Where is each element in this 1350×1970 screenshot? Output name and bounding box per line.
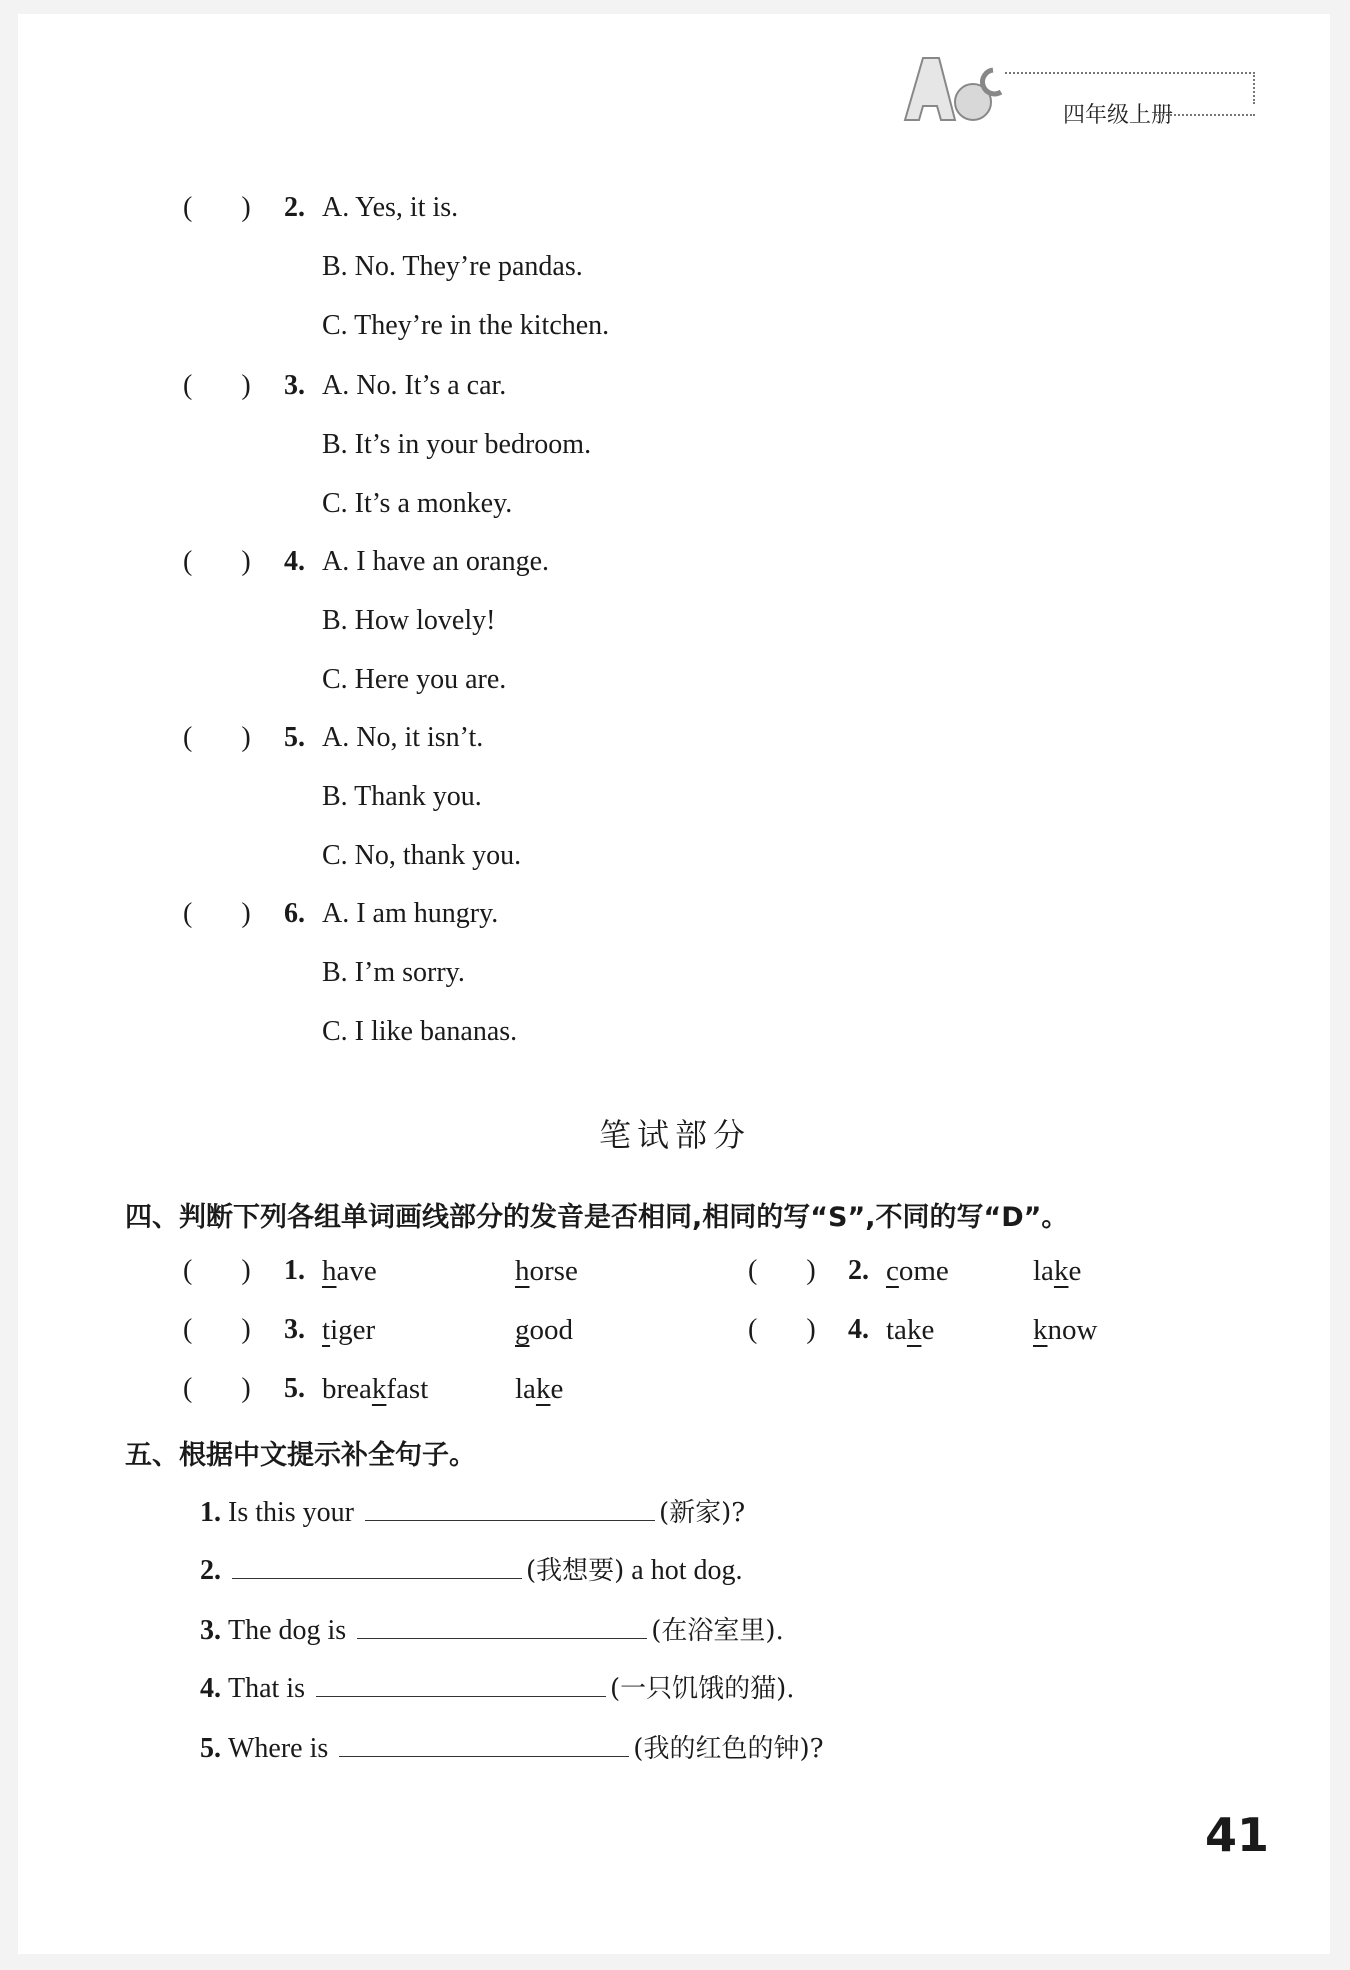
abc-logo-icon [895,50,1015,130]
answer-blank[interactable]: ( ) [748,1314,816,1345]
fill-blank-line[interactable] [365,1492,655,1521]
fill-in-sentence: 2. (我想要) a hot dog. [200,1550,743,1587]
word-pair-word: lake [1033,1255,1082,1287]
answer-option: A. Yes, it is. [322,192,459,223]
answer-blank[interactable]: ( ) [183,192,251,223]
word-pair-word: horse [515,1255,578,1287]
word-pair-word: take [886,1314,935,1346]
question-number: 5. [284,1373,305,1404]
answer-option: C. Here you are. [322,664,507,695]
answer-blank[interactable]: ( ) [183,1255,251,1286]
word-pair-word: good [515,1314,573,1346]
question-number: 4. [284,546,305,577]
written-section-title: 笔试部分 [598,1116,751,1154]
answer-blank[interactable]: ( ) [183,370,251,401]
question-number: 2. [284,192,305,223]
fill-blank-line[interactable] [232,1550,522,1579]
answer-blank[interactable]: ( ) [183,722,251,753]
word-pair-word: know [1033,1314,1098,1346]
page-number: 41 [1205,1808,1270,1862]
header-dotted-line [1155,102,1255,116]
answer-option: C. It’s a monkey. [322,488,513,519]
word-pair-word: tiger [322,1314,376,1346]
question-number: 1. [284,1255,305,1286]
fill-in-sentence: 3. The dog is (在浴室里). [200,1610,784,1647]
word-pair-word: come [886,1255,949,1287]
fill-blank-line[interactable] [339,1728,629,1757]
question-number: 3. [284,370,305,401]
header-dotted-edge [1253,72,1255,104]
page-header [895,50,1265,130]
word-pair-word: have [322,1255,377,1287]
question-number: 3. [284,1314,305,1345]
question-number: 4. [848,1314,869,1345]
fill-blank-line[interactable] [357,1610,647,1639]
answer-blank[interactable]: ( ) [183,1314,251,1345]
fill-in-sentence: 5. Where is (我的红色的钟)? [200,1728,824,1765]
answer-blank[interactable]: ( ) [183,898,251,929]
question-number: 5. [284,722,305,753]
answer-blank[interactable]: ( ) [183,546,251,577]
grade-label: 四年级上册 [1063,103,1174,128]
answer-option: B. How lovely! [322,605,496,636]
answer-blank[interactable]: ( ) [183,1373,251,1404]
header-dotted-rule [1005,72,1255,74]
answer-blank[interactable]: ( ) [748,1255,816,1286]
question-number: 6. [284,898,305,929]
question-number: 2. [848,1255,869,1286]
answer-option: C. They’re in the kitchen. [322,310,610,341]
answer-option: A. No, it isn’t. [322,722,484,753]
section4-heading: 四、判断下列各组单词画线部分的发音是否相同,相同的写“S”,不同的写“D”。 [125,1202,1069,1233]
answer-option: A. I have an orange. [322,546,550,577]
answer-option: A. I am hungry. [322,898,499,929]
answer-option: B. Thank you. [322,781,482,812]
answer-option: C. No, thank you. [322,840,522,871]
fill-in-sentence: 1. Is this your (新家)? [200,1492,745,1529]
fill-blank-line[interactable] [316,1668,606,1697]
answer-option: C. I like bananas. [322,1016,518,1047]
answer-option: B. I’m sorry. [322,957,465,988]
answer-option: B. It’s in your bedroom. [322,429,592,460]
answer-option: A. No. It’s a car. [322,370,507,401]
worksheet-page [18,14,1330,1954]
answer-option: B. No. They’re pandas. [322,251,583,282]
section5-heading: 五、根据中文提示补全句子。 [125,1440,476,1471]
word-pair-word: breakfast [322,1373,429,1405]
fill-in-sentence: 4. That is (一只饥饿的猫). [200,1668,795,1705]
word-pair-word: lake [515,1373,564,1405]
